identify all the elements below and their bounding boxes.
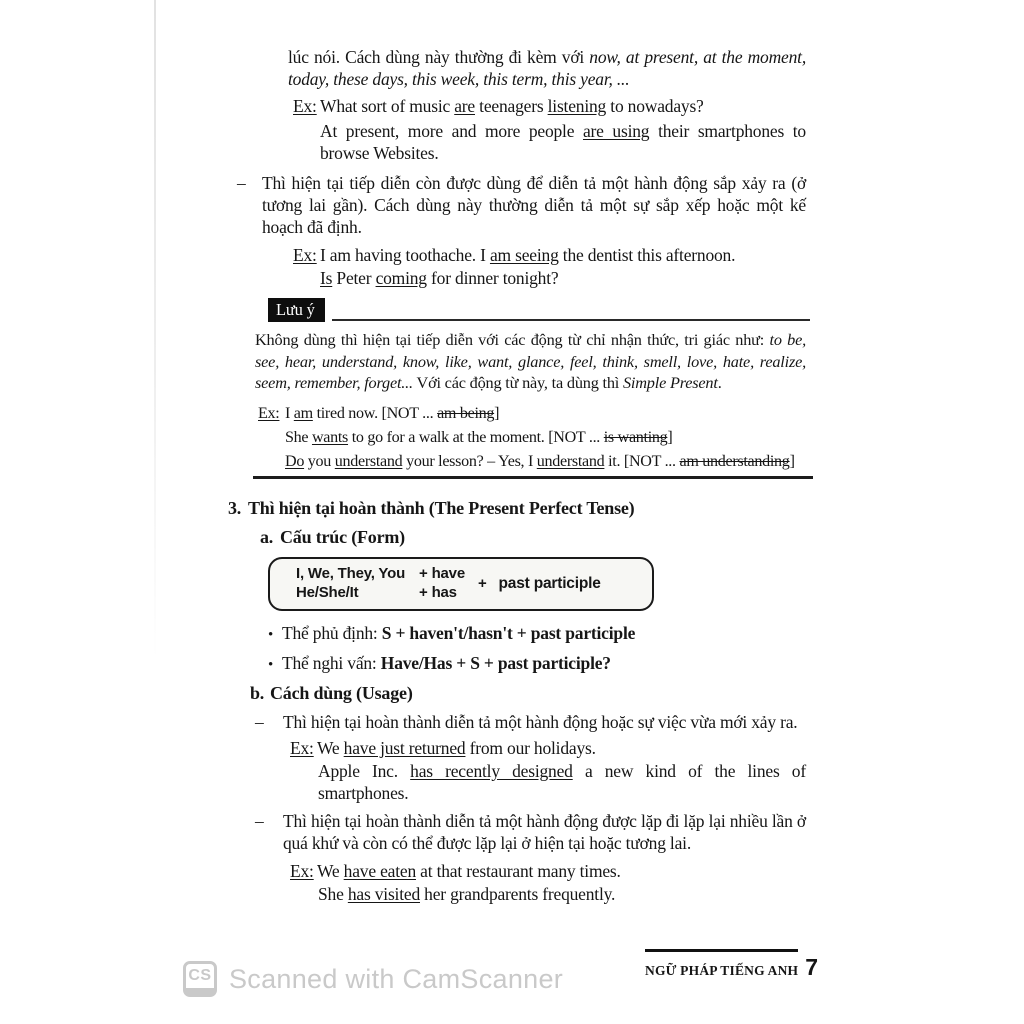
example-line: Ex: I am having toothache. I am seeing the dentist this afternoon. (293, 245, 736, 265)
dash-bullet-item: – Thì hiện tại hoàn thành diễn tả một hành động được lặp đi lặp lại nhiều lần ở quá khứ và còn có thể được lặp lại ở hiện tại hoặc tương lai. (255, 810, 806, 853)
camscanner-watermark (183, 961, 563, 997)
example-line: Is Peter coming for dinner tonight? (320, 268, 559, 288)
form-box (268, 557, 654, 611)
note-rule (332, 319, 810, 321)
dash-mark: – (255, 810, 264, 831)
dash-mark: – (237, 173, 246, 193)
form-box-subjects: I, We, They, You + have He/She/It + has (296, 565, 465, 601)
subsection-heading: b. Cách dùng (Usage) (250, 682, 413, 703)
dash-bullet-item: – Thì hiện tại tiếp diễn còn được dùng để diễn tả một hành động sắp xảy ra (ở tương lai gần). Cách dùng này thường diễn tả một sự sắp xếp hoặc một kế hoạch đã định. (237, 173, 806, 237)
subsection-heading: a. Cấu trúc (Form) (260, 526, 405, 547)
page-footer (645, 949, 818, 981)
dash-bullet-item: – Thì hiện tại hoàn thành diễn tả một hành động hoặc sự việc vừa mới xảy ra. (255, 711, 798, 732)
past-participle-label: past participle (498, 574, 601, 592)
example-line: Apple Inc. has recently designed a new kind of the lines of smartphones. (318, 760, 806, 803)
example-line: At present, more and more people are using their smartphones to browse Websites. (320, 121, 806, 163)
example-label: Ex: (290, 737, 314, 758)
dash-mark: – (255, 711, 264, 732)
example-line: Ex: We have just returned from our holidays. (290, 737, 596, 758)
note-header (268, 298, 810, 322)
example-line: She has visited her grandparents frequently. (318, 883, 616, 904)
example-line: Ex: What sort of music are teenagers listening to nowadays? (293, 96, 704, 116)
camscanner-logo-icon: CS (183, 961, 217, 997)
example-label: Ex: (258, 404, 280, 422)
bullet-icon: • (268, 656, 274, 673)
page-number: 7 (805, 953, 819, 980)
example-label: Ex: (293, 96, 317, 116)
section-divider (253, 476, 813, 479)
note-example-line: Ex: I am tired now. [NOT ... am being] (258, 403, 806, 425)
negative-form-line: • Thể phủ định: S + haven't/hasn't + past participle (268, 621, 806, 647)
note-example-line: Do you understand your lesson? – Yes, I understand it. [NOT ... am understanding] (285, 452, 795, 470)
intro-paragraph: lúc nói. Cách dùng này thường đi kèm với now, at present, at the moment, today, these days, this week, this term, this year, ... (288, 47, 806, 89)
book-title: NGỮ PHÁP TIẾNG ANH (645, 962, 799, 978)
example-label: Ex: (293, 245, 317, 265)
section-heading: 3. Thì hiện tại hoàn thành (The Present Perfect Tense) (228, 497, 635, 518)
camscanner-watermark-text: Scanned with CamScanner (229, 963, 564, 994)
bullet-icon: • (268, 626, 274, 643)
example-line: Ex: We have eaten at that restaurant many times. (290, 860, 621, 881)
note-label: Lưu ý (268, 298, 325, 322)
footer-rule (645, 949, 798, 952)
plus-sign: + (477, 574, 487, 592)
note-example-line: She wants to go for a walk at the moment. [NOT ... is wanting] (285, 428, 673, 446)
example-label: Ex: (290, 860, 314, 881)
interrogative-form-line: • Thể nghi vấn: Have/Has + S + past participle? (268, 651, 806, 677)
note-paragraph: Không dùng thì hiện tại tiếp diễn với các động từ chỉ nhận thức, tri giác như: to be, see, hear, understand, know, like, want, glance, feel, think, smell, love, hate, realize, seem, remember, forget... Với các động từ này, ta dùng thì Simple Present. (255, 330, 806, 392)
